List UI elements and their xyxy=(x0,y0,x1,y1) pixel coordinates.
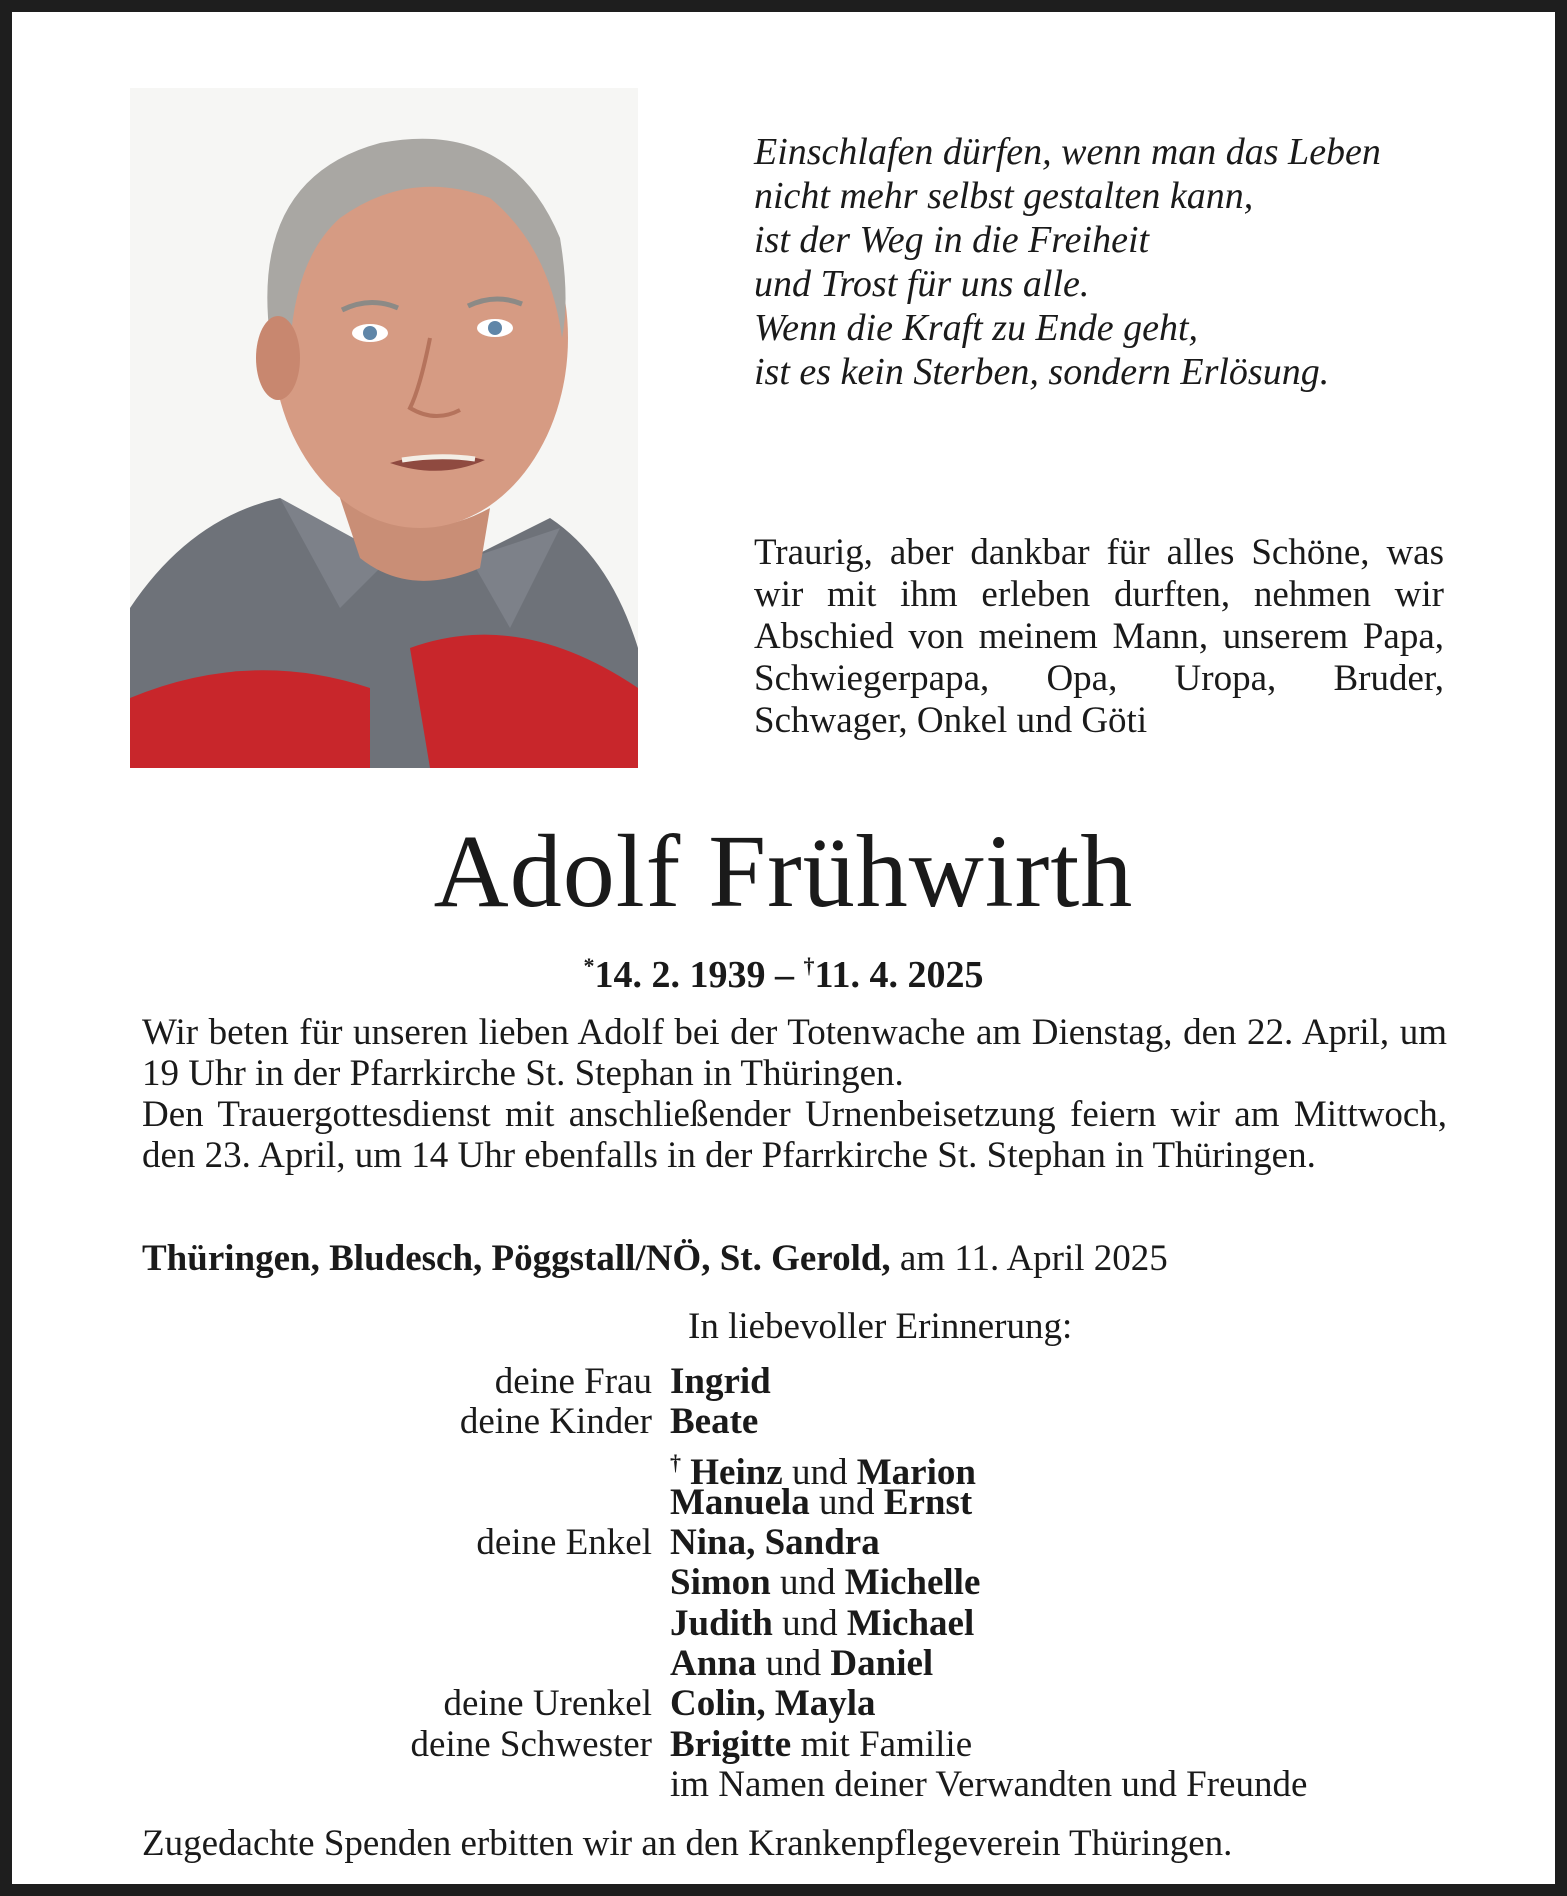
names-cell xyxy=(670,1483,1482,1523)
role-label: deine Frau xyxy=(494,1361,652,1402)
and-word: und xyxy=(819,1481,875,1523)
death-symbol: † xyxy=(803,953,815,978)
names-cell xyxy=(670,1725,1482,1765)
family-row xyxy=(142,1765,1482,1805)
family-name: Marion xyxy=(856,1451,976,1493)
names-cell xyxy=(670,1684,1482,1724)
family-name: Michael xyxy=(846,1602,975,1644)
names-cell xyxy=(670,1644,1482,1684)
family-row xyxy=(142,1523,1482,1563)
funeral-paragraph: Den Trauergottesdienst mit anschließender Urnenbeisetzung feiern wir am Mittwoch, den 23. April, um 14 Uhr ebenfalls in der Pfarrkirche St. Stephan in Thüringen. xyxy=(142,1094,1447,1176)
family-row xyxy=(142,1483,1482,1523)
birth-symbol: * xyxy=(583,953,595,978)
family-name: Brigitte xyxy=(670,1723,792,1765)
places: Thüringen, Bludesch, Pöggstall/NÖ, St. Gerold, xyxy=(142,1238,891,1279)
role-label xyxy=(142,1644,670,1684)
family-name: Ingrid xyxy=(670,1361,771,1402)
poem xyxy=(754,130,1474,394)
poem-line: Einschlafen dürfen, wenn man das Leben xyxy=(754,131,1381,173)
family-row xyxy=(142,1684,1482,1724)
role-label xyxy=(142,1765,670,1805)
cross-symbol: † xyxy=(670,1449,681,1475)
closing-line: im Namen deiner Verwandten und Freunde xyxy=(670,1763,1308,1805)
names-cell xyxy=(670,1362,1482,1402)
intro-text: Traurig, aber dankbar für alles Schöne, was wir mit ihm erleben durften, nehmen wir Abschied von meinem Mann, unserem Papa, Schwiegerpapa, Opa, Uropa, Bruder, Schwager, Onkel und Göti xyxy=(754,532,1444,741)
date-separator: – xyxy=(765,954,804,996)
life-dates xyxy=(12,942,1555,999)
donations-note: Zugedachte Spenden erbitten wir an den Krankenpflegeverein Thüringen. xyxy=(142,1823,1233,1864)
and-word: und xyxy=(791,1451,848,1493)
family-name: Anna xyxy=(670,1643,757,1685)
places-date-line xyxy=(142,1237,1447,1281)
poem-line: ist es kein Sterben, sondern Erlösung. xyxy=(754,351,1330,393)
names-cell xyxy=(670,1563,1482,1603)
birth-date: 14. 2. 1939 xyxy=(594,954,766,996)
names-cell xyxy=(670,1604,1482,1644)
role-label xyxy=(142,1604,670,1644)
role-label: deine Schwester xyxy=(410,1723,652,1765)
role-label xyxy=(142,1563,670,1603)
memory-heading: In liebevoller Erinnerung: xyxy=(688,1306,1073,1347)
and-word: und xyxy=(782,1602,838,1644)
poem-line: nicht mehr selbst gestalten kann, xyxy=(754,175,1254,217)
and-word: und xyxy=(780,1562,836,1604)
role-label: deine Enkel xyxy=(476,1522,652,1564)
notice-date: am 11. April 2025 xyxy=(890,1238,1168,1279)
role-label xyxy=(142,1443,670,1483)
and-word: und xyxy=(765,1643,822,1685)
sister-suffix: mit Familie xyxy=(800,1723,973,1765)
family-row xyxy=(142,1443,1482,1493)
family-row xyxy=(142,1563,1482,1603)
family-name: Ernst xyxy=(883,1481,973,1523)
names-cell xyxy=(670,1402,1482,1442)
poem-line: ist der Weg in die Freiheit xyxy=(754,219,1150,261)
family-name: Nina, Sandra xyxy=(670,1522,880,1564)
service-details xyxy=(142,1012,1447,1176)
family-name: Michelle xyxy=(844,1562,981,1604)
family-name: Simon xyxy=(670,1562,771,1604)
names-cell xyxy=(670,1523,1482,1563)
family-list xyxy=(142,1362,1482,1805)
family-row xyxy=(142,1402,1482,1442)
poem-line: Wenn die Kraft zu Ende geht, xyxy=(754,307,1198,349)
portrait-photo xyxy=(130,88,638,768)
family-row xyxy=(142,1604,1482,1644)
wake-paragraph: Wir beten für unseren lieben Adolf bei der Totenwache am Dienstag, den 22. April, um 19 Uhr in der Pfarrkirche St. Stephan in Thüringen. xyxy=(142,1012,1447,1094)
family-name: Judith xyxy=(670,1602,773,1644)
family-name: Beate xyxy=(670,1401,759,1443)
death-date: 11. 4. 2025 xyxy=(814,954,984,996)
role-label xyxy=(142,1483,670,1523)
role-label: deine Kinder xyxy=(459,1401,652,1443)
poem-line: und Trost für uns alle. xyxy=(754,263,1090,305)
family-row xyxy=(142,1362,1482,1402)
family-name: Manuela xyxy=(670,1481,810,1523)
family-row xyxy=(142,1644,1482,1684)
family-name: Daniel xyxy=(830,1643,934,1685)
family-name: Colin, Mayla xyxy=(670,1683,876,1725)
names-cell xyxy=(670,1443,1482,1493)
deceased-name: Adolf Frühwirth xyxy=(433,814,1134,929)
role-label: deine Urenkel xyxy=(443,1683,652,1725)
family-name: Heinz xyxy=(690,1451,783,1493)
portrait-illustration xyxy=(130,88,638,768)
family-row xyxy=(142,1725,1482,1765)
